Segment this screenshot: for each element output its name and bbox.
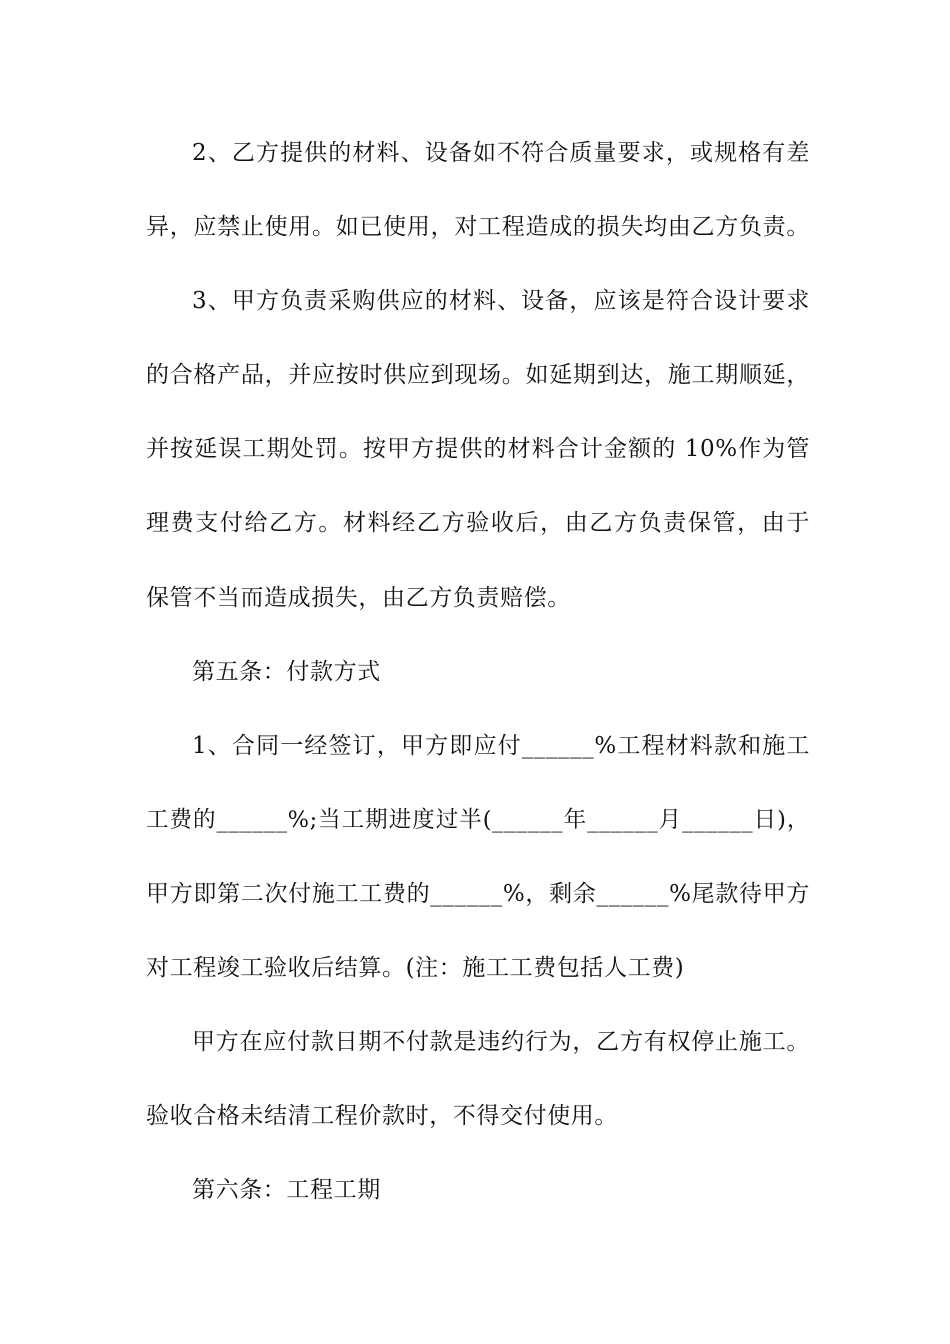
clause-5-heading: 第五条：付款方式 <box>192 659 381 685</box>
clause-4-item-3-line-3: 并按延误工期处罚。按甲方提供的材料合计金额的 10%作为管 <box>146 436 810 462</box>
clause-4-item-3-line-5: 保管不当而造成损失，由乙方负责赔偿。 <box>146 585 571 611</box>
clause-5-paragraph-line-2: 验收合格未结清工程价款时，不得交付使用。 <box>146 1103 618 1129</box>
clause-5-paragraph-line-1: 甲方在应付款日期不付款是违约行为，乙方有权停止施工。 <box>192 1029 810 1055</box>
clause-5-item-1-line-4: 对工程竣工验收后结算。(注：施工工费包括人工费) <box>146 955 685 981</box>
clause-4-item-3-line-2: 的合格产品，并应按时供应到现场。如延期到达，施工期顺延， <box>146 362 810 388</box>
clause-5-item-1-line-1: 1、合同一经签订，甲方即应付______%工程材料款和施工 <box>192 733 810 759</box>
clause-4-item-3-line-4: 理费支付给乙方。材料经乙方验收后，由乙方负责保管，由于 <box>146 510 810 536</box>
clause-5-item-1-line-3: 甲方即第二次付施工工费的______%，剩余______%尾款待甲方 <box>146 881 810 907</box>
clause-4-item-3-line-1: 3、甲方负责采购供应的材料、设备，应该是符合设计要求 <box>192 288 810 314</box>
clause-6-heading: 第六条：工程工期 <box>192 1177 381 1203</box>
clause-4-item-2-line-1: 2、乙方提供的材料、设备如不符合质量要求，或规格有差 <box>192 140 810 166</box>
clause-5-item-1-line-2: 工费的______%;当工期进度过半(______年______月______日)， <box>146 807 810 833</box>
clause-4-item-2-line-2: 异，应禁止使用。如已使用，对工程造成的损失均由乙方负责。 <box>146 214 810 240</box>
